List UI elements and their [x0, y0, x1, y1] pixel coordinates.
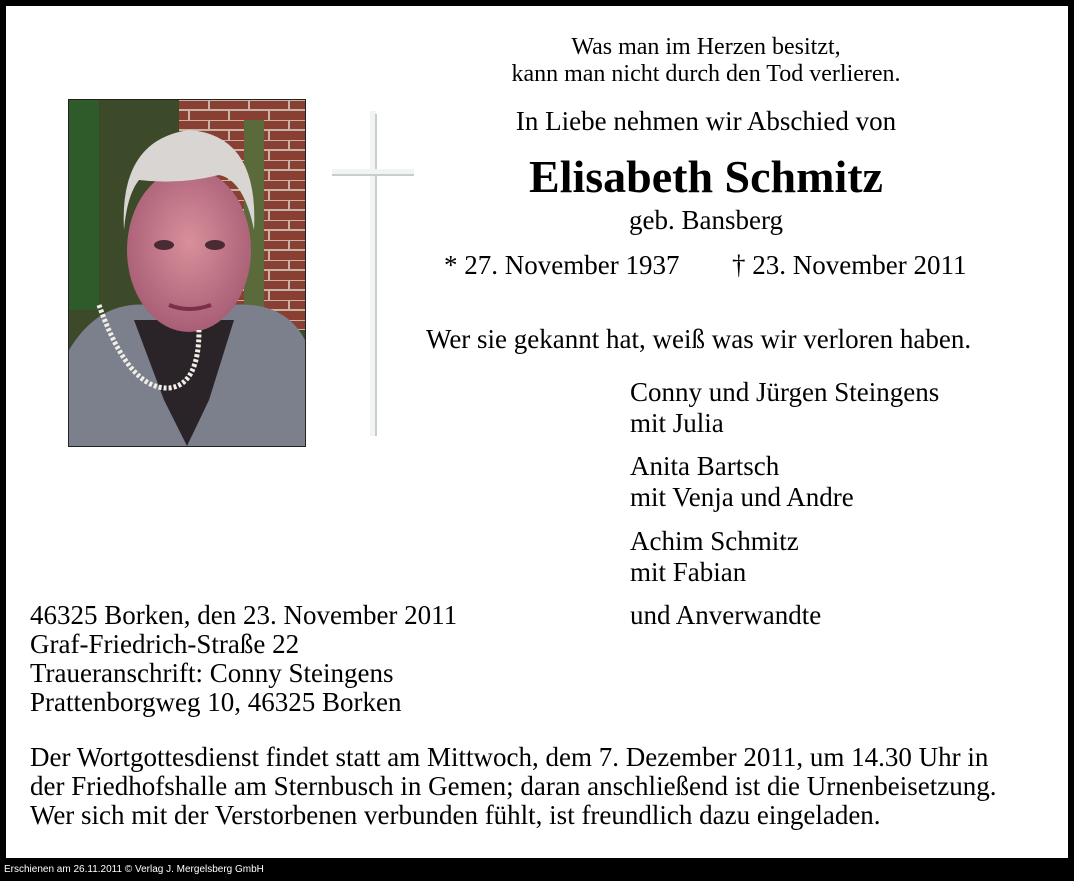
saying-text: Wer sie gekannt hat, weiß was wir verloren haben. [426, 324, 972, 354]
intro-text: In Liebe nehmen wir Abschied von [515, 106, 897, 136]
mourner-2-name: Anita Bartsch [630, 451, 780, 481]
mourner-2-family: mit Venja und Andre [630, 482, 854, 512]
mourner-1-name: Conny und Jürgen Steingens [630, 377, 940, 407]
mourner-3-name: Achim Schmitz [630, 526, 799, 556]
address-line-3: Traueranschrift: Conny Steingens [30, 658, 394, 688]
service-line-2: der Friedhofshalle am Sternbusch in Gemen; daran anschließend ist die Urnenbeisetzung. [30, 771, 997, 801]
cross-icon [332, 111, 414, 436]
mourner-1-family: mit Julia [630, 408, 724, 438]
footer-credit: Erschienen am 26.11.2011 © Verlag J. Mergelsberg GmbH [4, 864, 264, 875]
service-line-1: Der Wortgottesdienst findet statt am Mittwoch, dem 7. Dezember 2011, um 14.30 Uhr in [30, 742, 989, 772]
obituary-card [6, 6, 1068, 858]
birth-date: * 27. November 1937 [444, 250, 680, 280]
deceased-name: Elisabeth Schmitz [529, 151, 883, 202]
portrait-photo [68, 99, 306, 447]
address-line-2: Graf-Friedrich-Straße 22 [30, 629, 300, 659]
quote-line-1: Was man im Herzen besitzt, [571, 34, 841, 60]
service-line-3: Wer sich mit der Verstorbenen verbunden fühlt, ist freundlich dazu eingeladen. [30, 800, 881, 830]
relatives-text: und Anverwandte [630, 600, 822, 630]
address-line-4: Prattenborgweg 10, 46325 Borken [30, 687, 402, 717]
maiden-name: geb. Bansberg [629, 205, 783, 235]
quote-line-2: kann man nicht durch den Tod verlieren. [511, 61, 901, 87]
death-date: † 23. November 2011 [732, 250, 967, 280]
mourner-3-family: mit Fabian [630, 557, 747, 587]
address-line-1: 46325 Borken, den 23. November 2011 [30, 600, 458, 630]
